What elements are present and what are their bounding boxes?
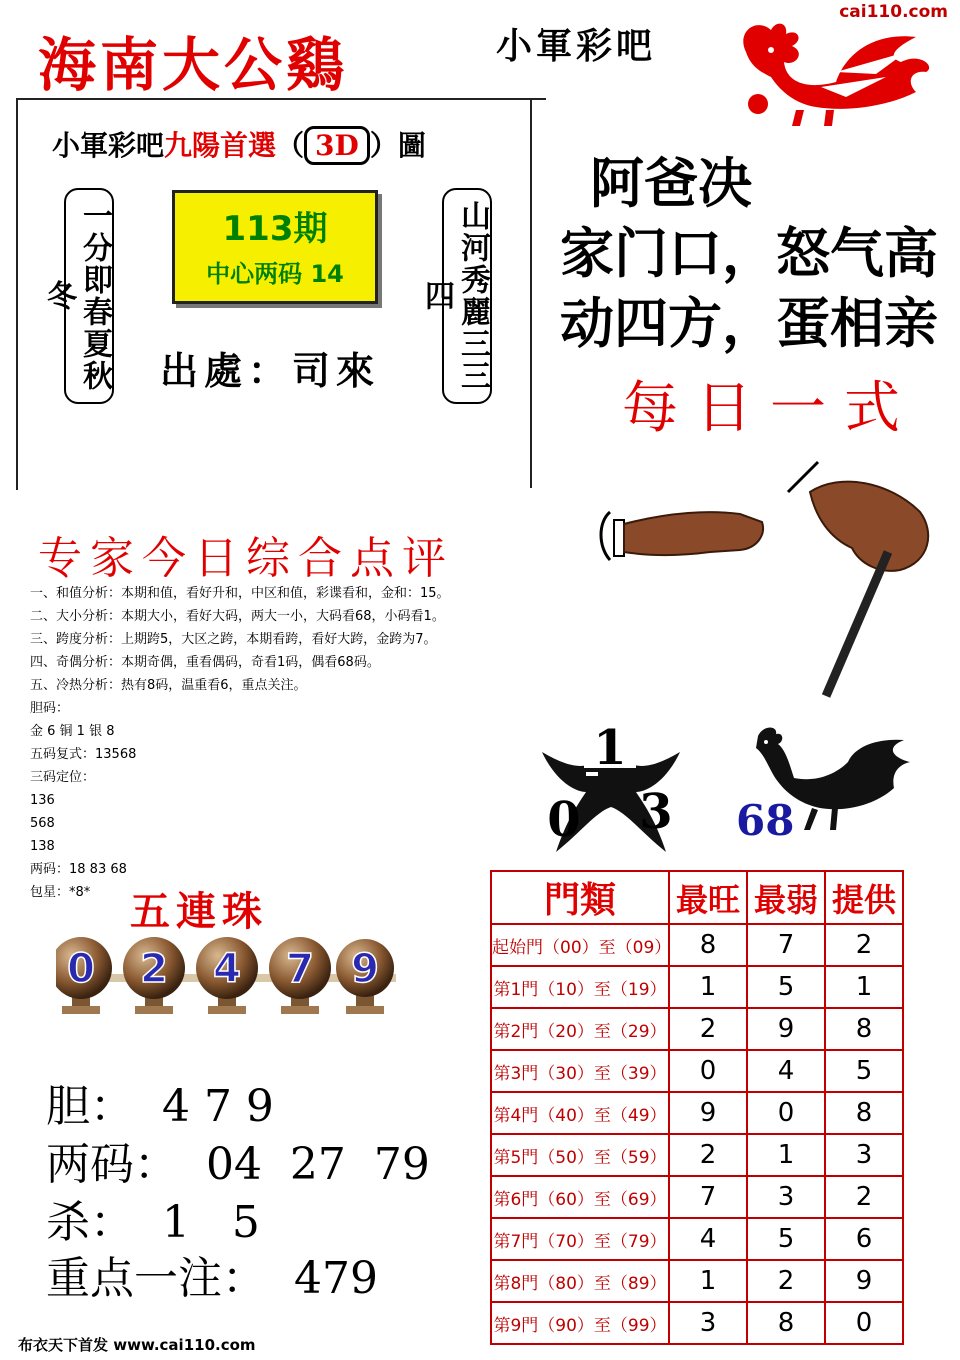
bead-digit: 2 xyxy=(140,946,168,992)
table-row xyxy=(491,1302,903,1344)
cell-strongest: 3 xyxy=(669,1302,747,1344)
cell-strongest: 9 xyxy=(669,1092,747,1134)
table-row xyxy=(491,1050,903,1092)
dan-line: 胆： 4 7 9 xyxy=(46,1081,274,1132)
analysis-line: 三、跨度分析：上期跨5，大区之跨，本期看跨，看好大跨，金跨为7。 xyxy=(30,632,437,647)
analysis-list xyxy=(30,582,450,904)
analysis-line: 四、奇偶分析：本期奇偶，重看偶码，奇看1码，偶看68码。 xyxy=(30,655,380,670)
source-line: 出處：司來 xyxy=(160,348,381,393)
issue-number: 113期 xyxy=(222,209,328,249)
cell-weakest: 0 xyxy=(747,1092,825,1134)
center-two-codes: 中心两码 14 xyxy=(206,260,344,288)
row-label: 第4門（40）至（49） xyxy=(491,1092,669,1134)
poem xyxy=(560,148,938,358)
row-label: 第6門（60）至（69） xyxy=(491,1176,669,1218)
table-header: 提供 xyxy=(825,871,903,924)
bead-digit: 4 xyxy=(213,946,241,992)
table-row xyxy=(491,1134,903,1176)
table-header: 最弱 xyxy=(747,871,825,924)
panel-title-prefix: 小軍彩吧 xyxy=(52,129,165,162)
cell-strongest: 1 xyxy=(669,1260,747,1302)
main-title: 海南大公鷄 xyxy=(38,31,349,99)
cell-offered: 3 xyxy=(825,1134,903,1176)
row-label: 第7門（70）至（79） xyxy=(491,1218,669,1260)
cell-offered: 1 xyxy=(825,966,903,1008)
cell-weakest: 9 xyxy=(747,1008,825,1050)
two-codes-line: 两码： 04 27 79 xyxy=(46,1139,430,1190)
bead xyxy=(56,937,112,1014)
poem-title: 阿爸决 xyxy=(590,151,752,215)
bead xyxy=(123,937,185,1014)
right-vertical-verse: 山河秀麗三三四 xyxy=(442,188,492,404)
table-header: 最旺 xyxy=(669,871,747,924)
poem-line-1: 家门口，怒气高 xyxy=(560,221,938,285)
table-row xyxy=(491,1260,903,1302)
analysis-line: 五、冷热分析：热有8码，温重看6，重点关注。 xyxy=(30,678,307,693)
cell-weakest: 3 xyxy=(747,1176,825,1218)
row-label: 第1門（10）至（19） xyxy=(491,966,669,1008)
cell-offered: 2 xyxy=(825,1176,903,1218)
panel-title-paren-close: ） xyxy=(369,129,398,162)
bead xyxy=(196,937,258,1014)
analysis-line: 胆码： xyxy=(30,701,70,716)
analysis-line: 568 xyxy=(30,816,55,831)
door-table xyxy=(490,870,904,1345)
bead-digit: 0 xyxy=(67,946,95,992)
panel-title xyxy=(52,124,426,164)
cell-weakest: 4 xyxy=(747,1050,825,1092)
row-label: 第2門（20）至（29） xyxy=(491,1008,669,1050)
analysis-line: 136 xyxy=(30,793,55,808)
cell-strongest: 2 xyxy=(669,1134,747,1176)
analysis-line: 三码定位： xyxy=(30,770,96,785)
cell-offered: 6 xyxy=(825,1218,903,1260)
cell-offered: 8 xyxy=(825,1008,903,1050)
panel-title-3d: 3D xyxy=(304,126,370,165)
five-beads-title: 五連珠 xyxy=(130,888,268,935)
poem-line-2: 动四方，蛋相亲 xyxy=(560,291,938,355)
cell-weakest: 7 xyxy=(747,924,825,966)
bead xyxy=(336,939,394,1014)
brand-name: 小軍彩吧 xyxy=(496,25,657,67)
cell-offered: 2 xyxy=(825,924,903,966)
row-label: 第8門（80）至（89） xyxy=(491,1260,669,1302)
table-row xyxy=(491,1176,903,1218)
analysis-line: 一、和值分析：本期和值，看好升和，中区和值，彩谍看和，金和：15。 xyxy=(30,586,450,601)
rooster-papercut-icon xyxy=(726,12,944,128)
five-beads xyxy=(56,928,396,1018)
cell-strongest: 7 xyxy=(669,1176,747,1218)
emblem-side-number: 68 xyxy=(736,796,795,845)
analysis-line: 金 6 铜 1 银 8 xyxy=(30,724,115,739)
cell-strongest: 4 xyxy=(669,1218,747,1260)
cell-weakest: 8 xyxy=(747,1302,825,1344)
daily-heading: 每日一式 xyxy=(622,376,918,441)
cell-offered: 9 xyxy=(825,1260,903,1302)
row-label: 起始門（00）至（09） xyxy=(491,924,669,966)
analysis-line: 138 xyxy=(30,839,55,854)
bead-digit: 7 xyxy=(286,946,314,992)
panel-divider xyxy=(530,98,532,488)
expert-review-title: 专家今日综合点评 xyxy=(38,533,454,584)
panel-title-paren-open: （ xyxy=(276,129,305,162)
table-header: 門類 xyxy=(491,871,669,924)
kill-line: 杀： 1 5 xyxy=(46,1197,260,1248)
cell-offered: 5 xyxy=(825,1050,903,1092)
bead-digit: 9 xyxy=(351,946,379,992)
analysis-line: 五码复式：13568 xyxy=(30,747,137,762)
table-row xyxy=(491,924,903,966)
cell-weakest: 5 xyxy=(747,966,825,1008)
row-label: 第3門（30）至（39） xyxy=(491,1050,669,1092)
bead xyxy=(269,937,331,1014)
table-row xyxy=(491,1092,903,1134)
table-row xyxy=(491,966,903,1008)
cell-strongest: 1 xyxy=(669,966,747,1008)
issue-box xyxy=(172,190,378,304)
key-pick-line: 重点一注： 479 xyxy=(46,1253,378,1304)
panel-title-suffix: 圖 xyxy=(397,129,426,162)
tri-number-emblem xyxy=(536,712,686,852)
row-label: 第9門（90）至（99） xyxy=(491,1302,669,1344)
left-vertical-verse: 一分即春夏秋冬 xyxy=(64,188,114,404)
site-badge[interactable]: cai110.com xyxy=(839,2,948,22)
emblem-right-digit: 3 xyxy=(639,784,673,840)
analysis-line: 两码：18 83 68 xyxy=(30,862,127,877)
cell-weakest: 5 xyxy=(747,1218,825,1260)
table-row xyxy=(491,1008,903,1050)
table-header-row xyxy=(491,871,903,924)
cell-strongest: 0 xyxy=(669,1050,747,1092)
cell-strongest: 2 xyxy=(669,1008,747,1050)
cell-weakest: 1 xyxy=(747,1134,825,1176)
cell-strongest: 8 xyxy=(669,924,747,966)
cell-offered: 0 xyxy=(825,1302,903,1344)
row-label: 第5門（50）至（59） xyxy=(491,1134,669,1176)
panel-title-red: 九陽首選 xyxy=(164,129,277,162)
hands-illustration-icon xyxy=(590,452,940,702)
cell-offered: 8 xyxy=(825,1092,903,1134)
emblem-top-digit: 1 xyxy=(593,720,627,776)
black-rooster-icon xyxy=(744,722,914,832)
table-row xyxy=(491,1218,903,1260)
emblem-left-digit: 0 xyxy=(547,792,581,848)
analysis-line: 二、大小分析：本期大小，看好大码，两大一小，大码看68，小码看1。 xyxy=(30,609,445,624)
analysis-line: 包星：*8* xyxy=(30,885,91,900)
cell-weakest: 2 xyxy=(747,1260,825,1302)
footer-credit[interactable]: 布衣天下首发 www.cai110.com xyxy=(18,1336,256,1354)
